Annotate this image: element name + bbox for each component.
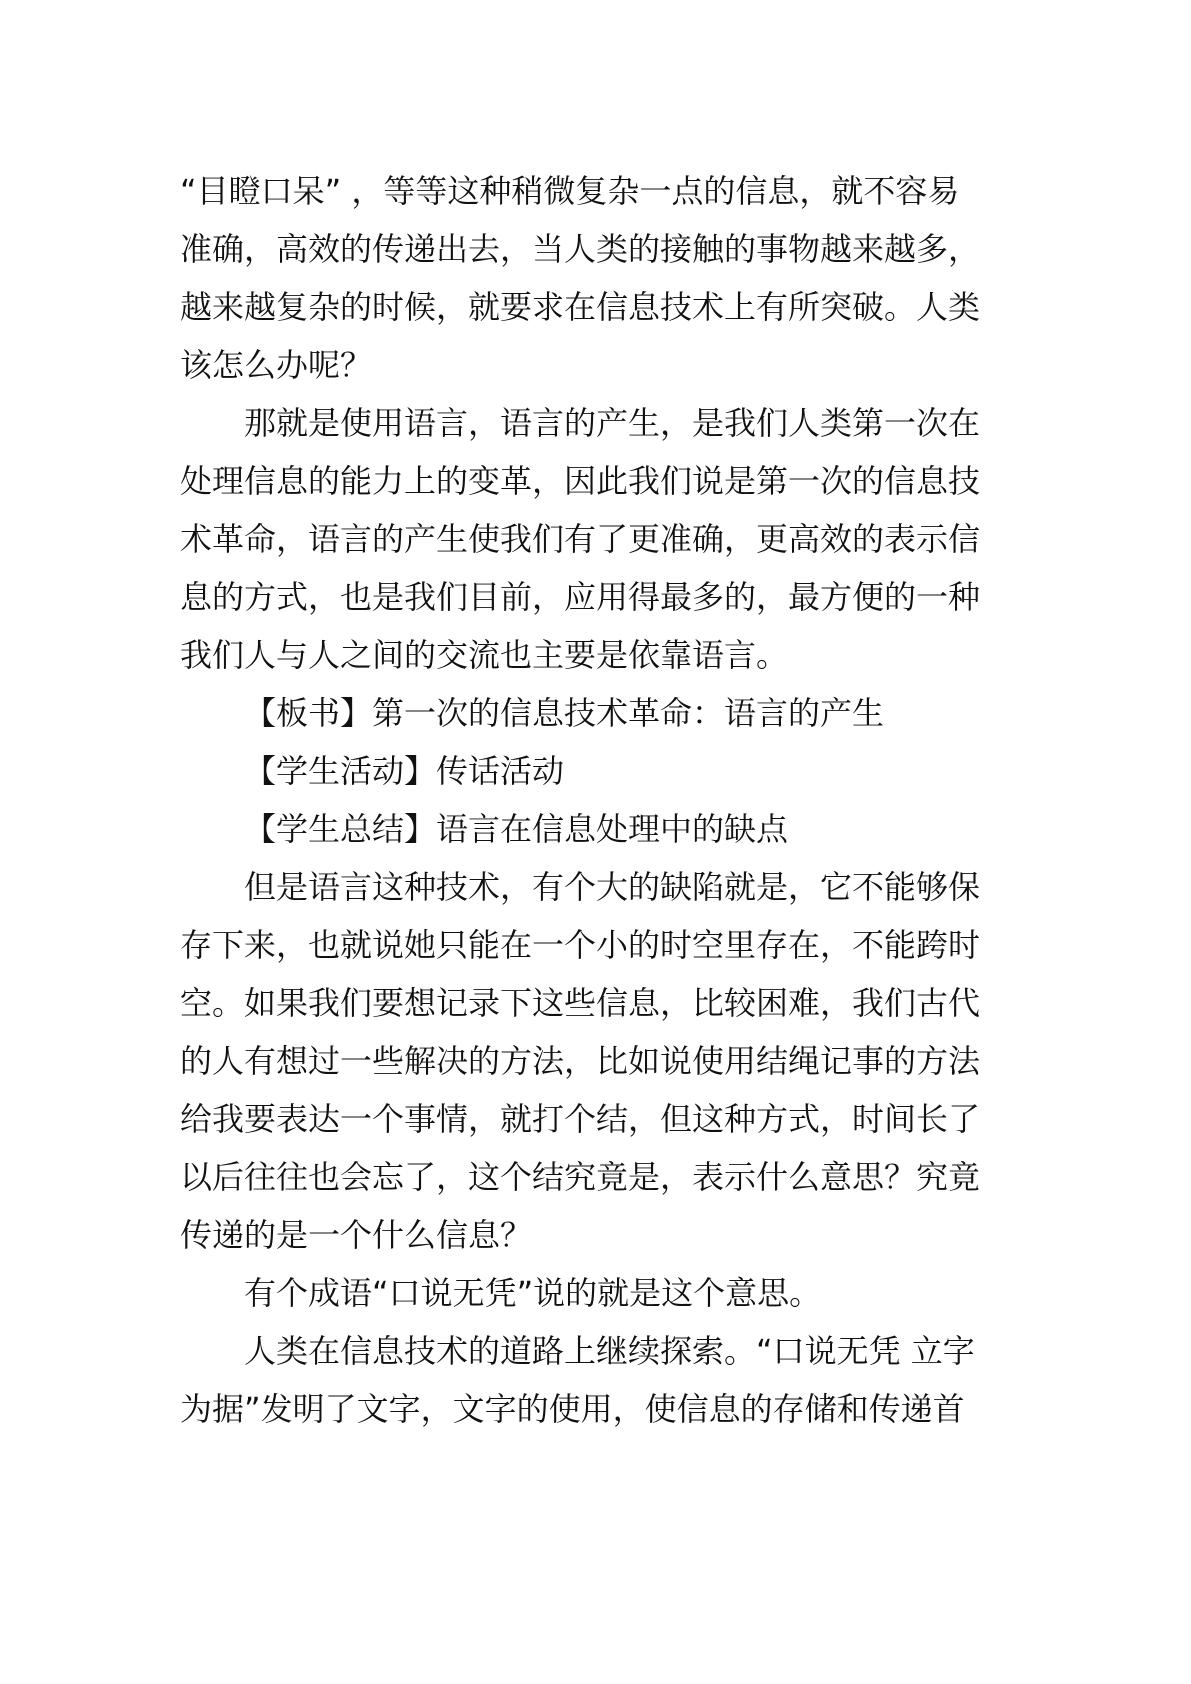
paragraph-start-line: 但是语言这种技术，有个大的缺陷就是，它不能够保 (244, 868, 981, 906)
text-line: 息的方式，也是我们目前，应用得最多的，最方便的一种 (180, 578, 981, 616)
text-line: 传递的是一个什么信息？ (180, 1216, 533, 1254)
text-line: 越来越复杂的时候，就要求在信息技术上有所突破。人类 (180, 288, 981, 326)
paragraph-start-line: 那就是使用语言，语言的产生，是我们人类第一次在 (244, 404, 981, 442)
text-line: 空。如果我们要想记录下这些信息，比较困难，我们古代 (180, 984, 981, 1022)
text-line: 存下来，也就说她只能在一个小的时空里存在，不能跨时 (180, 926, 981, 964)
text-line: 处理信息的能力上的变革，因此我们说是第一次的信息技 (180, 462, 981, 500)
student-summary-line: 【学生总结】语言在信息处理中的缺点 (244, 810, 789, 848)
paragraph-start-line: 有个成语“口说无凭”说的就是这个意思。 (244, 1274, 822, 1312)
text-line: 该怎么办呢？ (180, 346, 373, 384)
text-line: 以后往往也会忘了，这个结究竟是，表示什么意思？究竟 (180, 1158, 981, 1196)
text-line: 准确，高效的传递出去，当人类的接触的事物越来越多， (180, 230, 981, 268)
board-note-line: 【板书】第一次的信息技术革命：语言的产生 (244, 694, 885, 732)
text-line: 为据”发明了文字，文字的使用，使信息的存储和传递首 (180, 1390, 965, 1428)
student-activity-line: 【学生活动】传话活动 (244, 752, 565, 790)
text-line: “目瞪口呆” ，等等这种稍微复杂一点的信息，就不容易 (180, 172, 960, 210)
text-line: 的人有想过一些解决的方法，比如说使用结绳记事的方法 (180, 1042, 981, 1080)
paragraph-start-line: 人类在信息技术的道路上继续探索。“口说无凭 立字 (244, 1332, 975, 1370)
text-line: 我们人与人之间的交流也主要是依靠语言。 (180, 636, 789, 674)
text-line: 术革命，语言的产生使我们有了更准确，更高效的表示信 (180, 520, 981, 558)
text-line: 给我要表达一个事情，就打个结，但这种方式，时间长了 (180, 1100, 981, 1138)
